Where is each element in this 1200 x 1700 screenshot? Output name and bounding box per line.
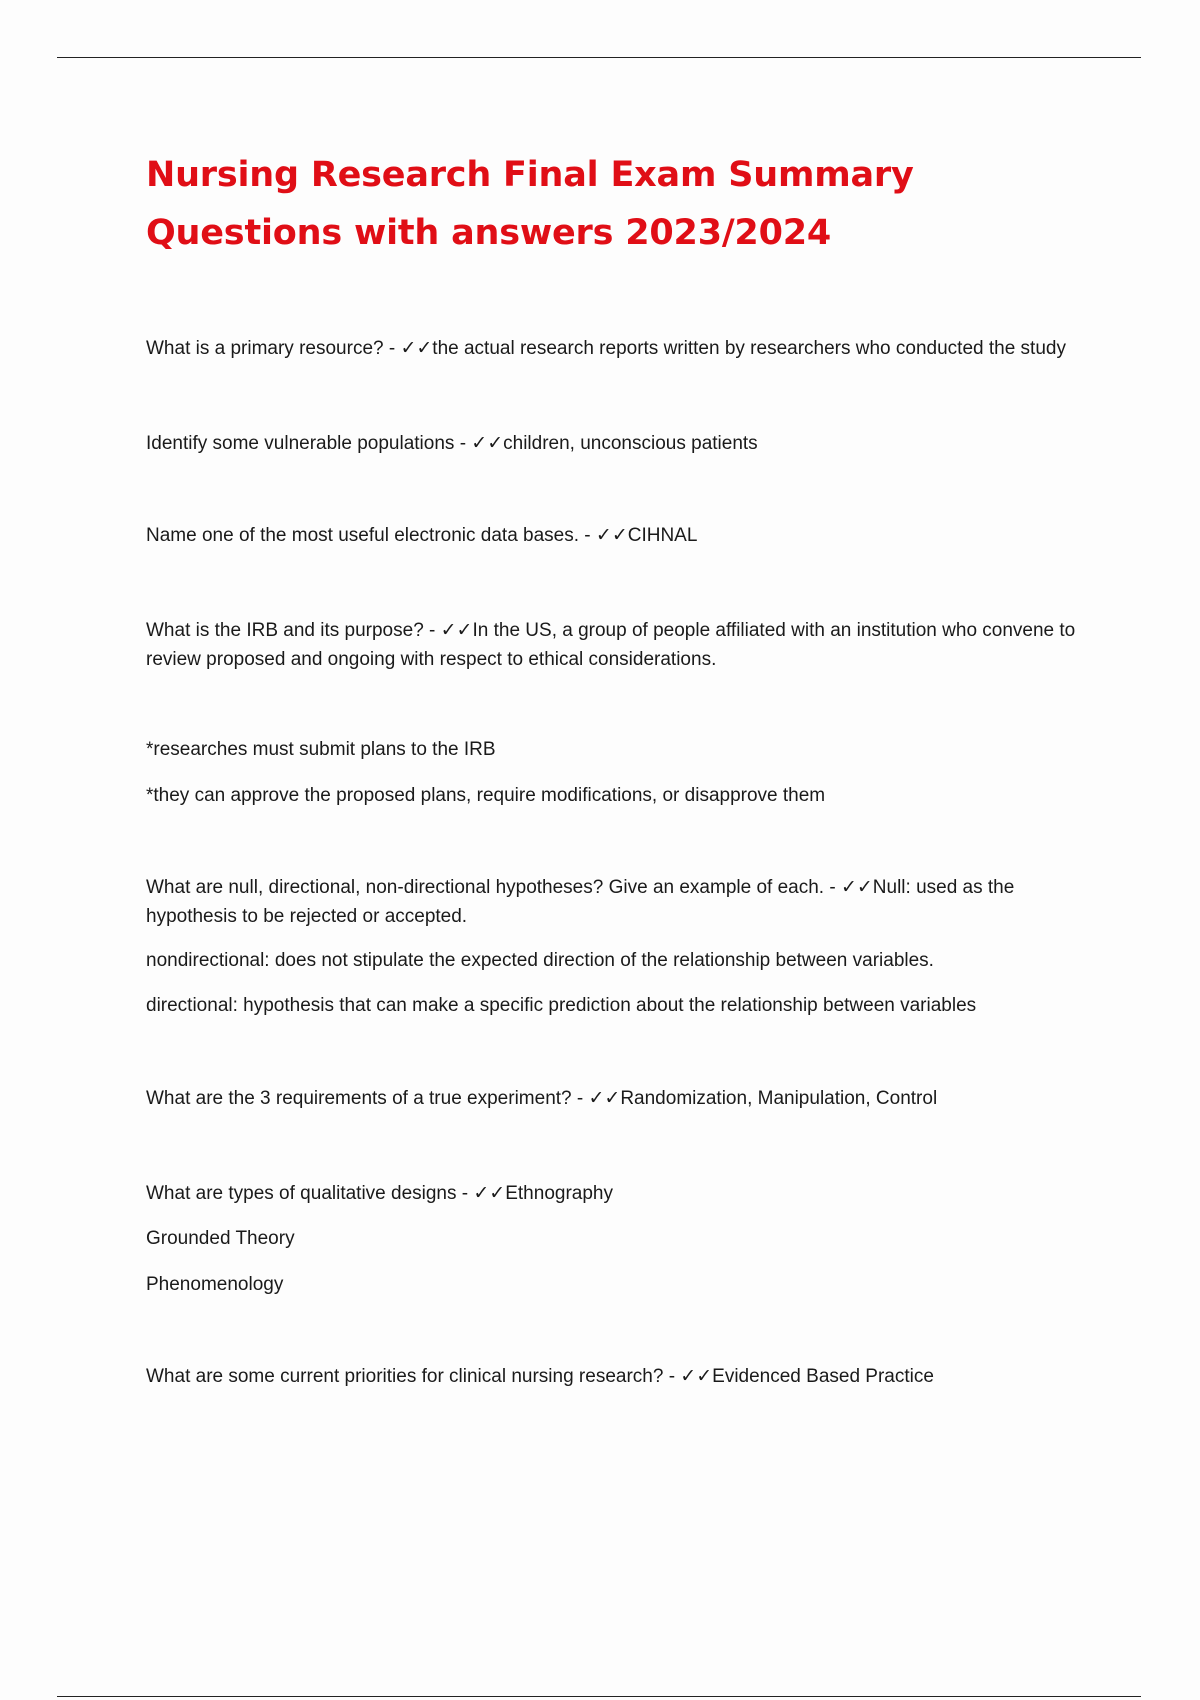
qa-clinical-priorities: What are some current priorities for clinical nursing research? - ✓✓Evidenced Based Practice <box>146 1366 934 1387</box>
qa-irb-purpose: What is the IRB and its purpose? - ✓✓In the US, a group of people affiliated with an institution who convene to review proposed and ongoing with respect to ethical considerations. <box>146 620 1076 670</box>
qa-primary-resource: What is a primary resource? - ✓✓the actual research reports written by researchers who conducted the study <box>146 338 1066 359</box>
irb-note-approve: *they can approve the proposed plans, require modifications, or disapprove them <box>146 785 826 806</box>
design-grounded-theory: Grounded Theory <box>146 1228 295 1249</box>
qa-electronic-databases: Name one of the most useful electronic data bases. - ✓✓CIHNAL <box>146 525 698 546</box>
hypothesis-nondirectional: nondirectional: does not stipulate the expected direction of the relationship between variables. <box>146 950 934 971</box>
qa-hypotheses: What are null, directional, non-directional hypotheses? Give an example of each. - ✓✓Null: used as the hypothesis to be rejected or accepted. <box>146 877 1015 927</box>
hypothesis-directional: directional: hypothesis that can make a specific prediction about the relationship between variables <box>146 995 977 1016</box>
document-title: Nursing Research Final Exam Summary Questions with answers 2023/2024 <box>146 155 914 253</box>
qa-vulnerable-populations: Identify some vulnerable populations - ✓✓children, unconscious patients <box>146 433 758 454</box>
document-body <box>146 146 1092 1391</box>
bottom-divider <box>57 1696 1141 1697</box>
top-divider <box>57 57 1141 58</box>
design-phenomenology: Phenomenology <box>146 1274 284 1295</box>
qa-qualitative-designs: What are types of qualitative designs - ✓✓Ethnography <box>146 1183 613 1204</box>
qa-true-experiment: What are the 3 requirements of a true experiment? - ✓✓Randomization, Manipulation, Control <box>146 1088 938 1109</box>
irb-note-submit: *researches must submit plans to the IRB <box>146 739 496 760</box>
